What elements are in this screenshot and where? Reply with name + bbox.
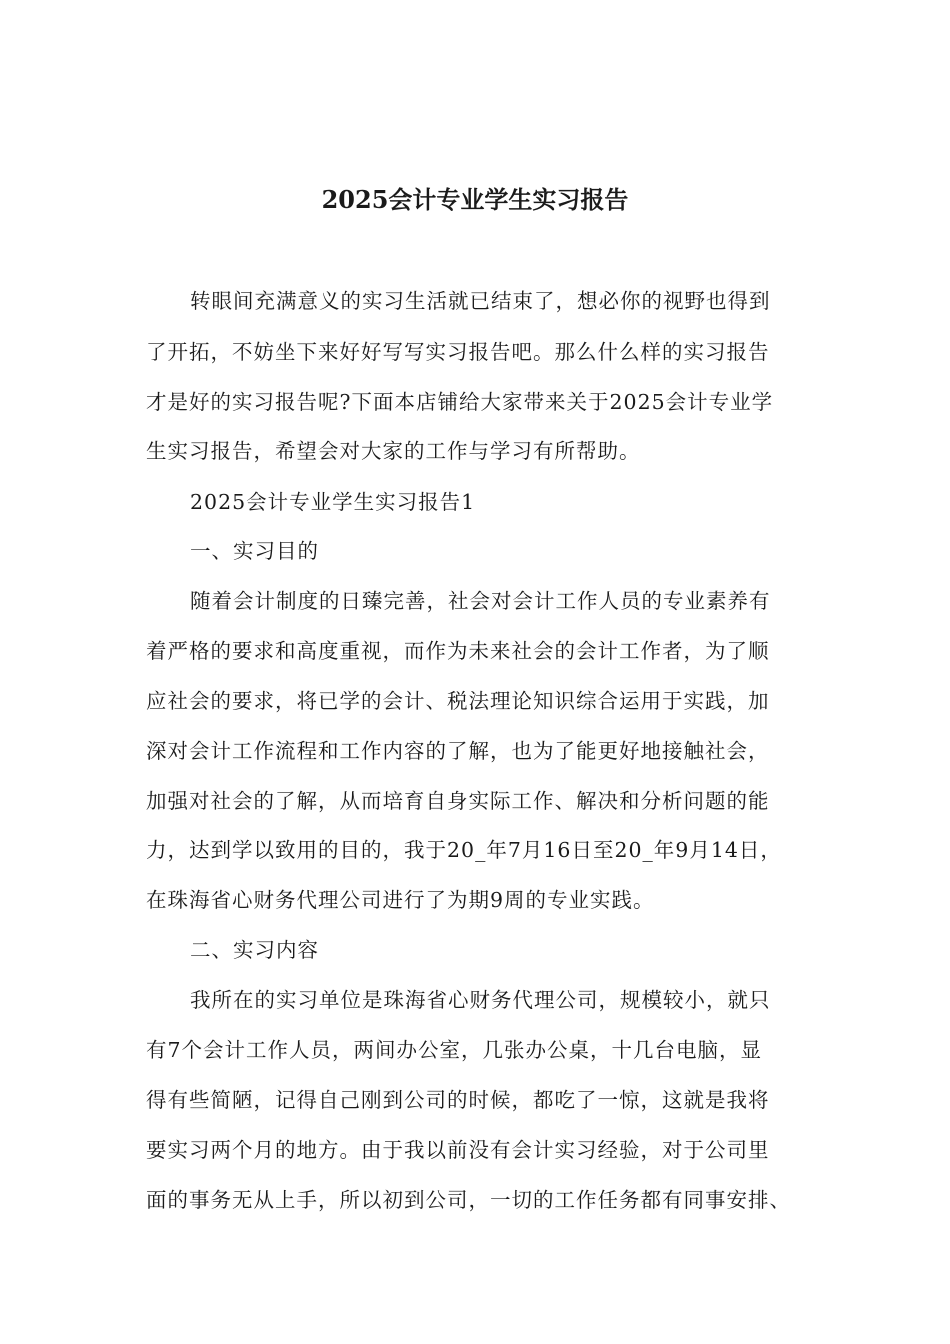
paragraph-line: 在珠海省心财务代理公司进行了为期9周的专业实践。 (146, 888, 655, 912)
paragraph-line: 得有些简陋，记得自己刚到公司的时候，都吃了一惊，这就是我将 (146, 1088, 770, 1112)
section-heading: 2025会计专业学生实习报告1 (190, 490, 476, 514)
paragraph-line: 了开拓，不妨坐下来好好写写实习报告吧。那么什么样的实习报告 (146, 340, 770, 364)
section-heading: 二、实习内容 (190, 938, 319, 962)
paragraph-line: 面的事务无从上手，所以初到公司，一切的工作任务都有同事安排、 (146, 1188, 791, 1212)
paragraph-line: 加强对社会的了解，从而培育自身实际工作、解决和分析问题的能 (146, 789, 770, 813)
document-title: 2025会计专业学生实习报告 (321, 185, 629, 214)
paragraph-line: 力，达到学以致用的目的，我于20_年7月16日至20_年9月14日， (146, 838, 782, 862)
paragraph-line: 随着会计制度的日臻完善，社会对会计工作人员的专业素养有 (190, 589, 771, 613)
paragraph-line: 生实习报告，希望会对大家的工作与学习有所帮助。 (146, 439, 641, 463)
paragraph-line: 我所在的实习单位是珠海省心财务代理公司，规模较小，就只 (190, 988, 771, 1012)
paragraph-line: 着严格的要求和高度重视，而作为未来社会的会计工作者，为了顺 (146, 639, 770, 663)
paragraph-line: 才是好的实习报告呢?下面本店铺给大家带来关于2025会计专业学 (146, 390, 774, 414)
paragraph-line: 深对会计工作流程和工作内容的了解，也为了能更好地接触社会， (146, 739, 770, 763)
paragraph-line: 有7个会计工作人员，两间办公室，几张办公桌，十几台电脑，显 (146, 1038, 763, 1062)
section-heading: 一、实习目的 (190, 539, 319, 563)
paragraph-line: 应社会的要求，将已学的会计、税法理论知识综合运用于实践，加 (146, 689, 770, 713)
paragraph-line: 要实习两个月的地方。由于我以前没有会计实习经验，对于公司里 (146, 1138, 770, 1162)
paragraph-line: 转眼间充满意义的实习生活就已结束了，想必你的视野也得到 (190, 289, 771, 313)
